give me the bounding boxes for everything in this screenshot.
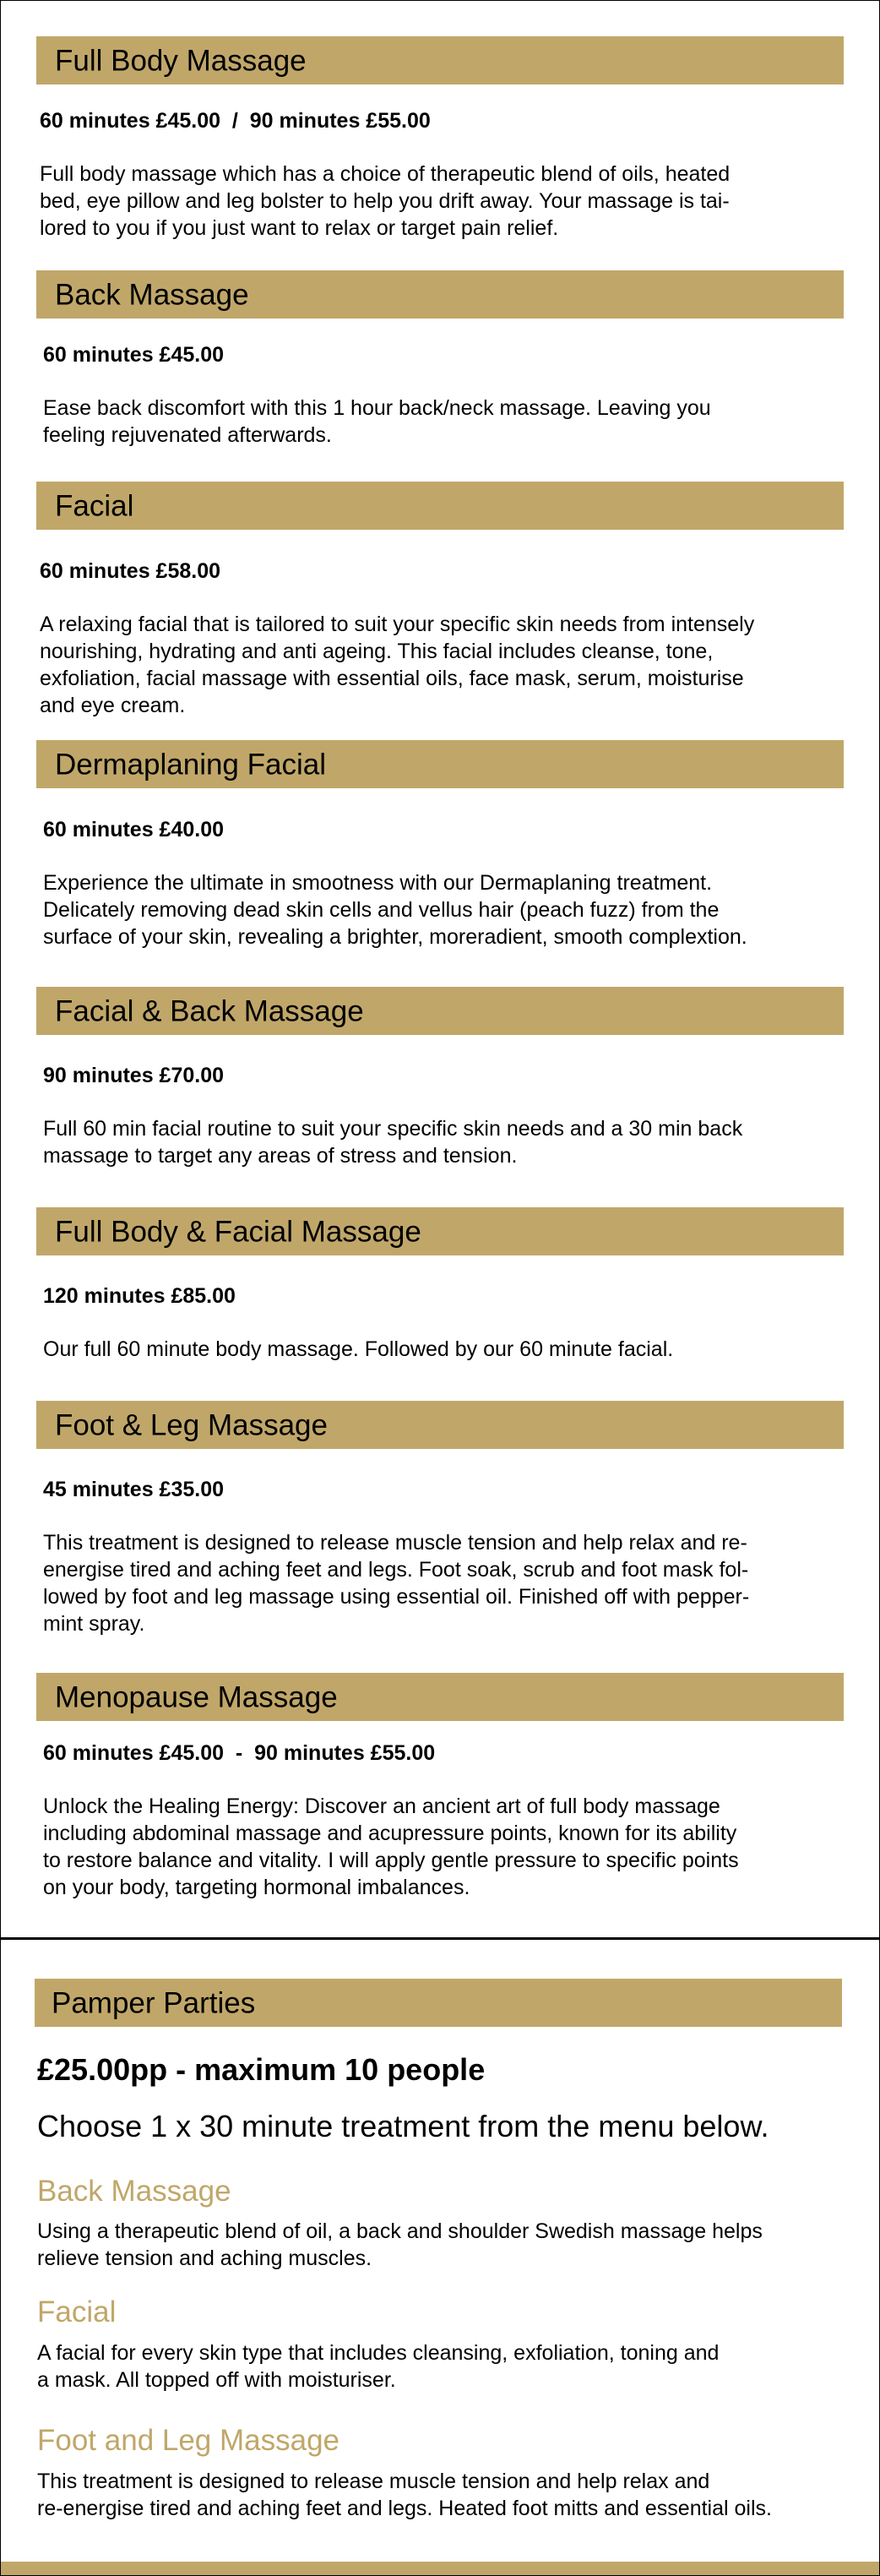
treatment-price: 60 minutes £58.00 [40, 559, 221, 583]
treatment-description [43, 1115, 845, 1169]
treatment-description [43, 869, 845, 950]
pamper-item-description [37, 2339, 865, 2394]
treatment-header-bar [36, 482, 844, 530]
treatment-header-bar [36, 270, 844, 319]
description-line: surface of your skin, revealing a brighter, moreradient, smooth complextion. [43, 925, 747, 949]
description-line: mint spray. [43, 1612, 145, 1636]
description-line: A facial for every skin type that includes cleansing, exfoliation, toning and [37, 2341, 720, 2365]
treatment-price: 90 minutes £70.00 [43, 1064, 225, 1087]
description-line: Ease back discomfort with this 1 hour back/neck massage. Leaving you [43, 396, 711, 420]
treatment-title: Dermaplaning Facial [55, 748, 326, 781]
description-line: Unlock the Healing Energy: Discover an ancient art of full body massage [43, 1794, 720, 1818]
treatment-price: 60 minutes £45.00 - 90 minutes £55.00 [43, 1741, 436, 1765]
pamper-price: £25.00pp - maximum 10 people [37, 2052, 486, 2087]
treatment-price: 120 minutes £85.00 [43, 1284, 236, 1308]
description-line: re-energise tired and aching feet and legs. Heated foot mitts and essential oils. [37, 2497, 772, 2520]
description-line: bed, eye pillow and leg bolster to help you drift away. Your massage is tai- [40, 189, 730, 213]
pamper-instructions: Choose 1 x 30 minute treatment from the menu below. [37, 2109, 769, 2143]
treatment-header-bar [36, 1673, 844, 1721]
description-line: including abdominal massage and acupressure points, known for its ability [43, 1822, 737, 1845]
pamper-item-description [37, 2218, 865, 2272]
treatment-title: Facial & Back Massage [55, 994, 364, 1027]
description-line: Our full 60 minute body massage. Followed by our 60 minute facial. [43, 1337, 674, 1361]
treatment-description [43, 1793, 845, 1901]
treatment-header-bar [36, 36, 844, 84]
description-line: nourishing, hydrating and anti ageing. This facial includes cleanse, tone, [40, 640, 714, 663]
description-line: Using a therapeutic blend of oil, a back and shoulder Swedish massage helps [37, 2219, 763, 2243]
section-divider [1, 1937, 879, 1940]
description-line: This treatment is designed to release muscle tension and help relax and re- [43, 1531, 747, 1555]
description-line: exfoliation, facial massage with essential oils, face mask, serum, moisturise [40, 667, 744, 690]
treatment-title: Facial [55, 489, 134, 522]
treatment-title: Foot & Leg Massage [55, 1408, 328, 1441]
treatment-header-bar [36, 740, 844, 788]
description-line: on your body, targeting hormonal imbalances. [43, 1876, 470, 1899]
treatment-description [43, 395, 845, 449]
pamper-title: Pamper Parties [52, 1986, 256, 2019]
treatment-price: 60 minutes £45.00 [43, 343, 225, 367]
treatment-description [40, 611, 842, 719]
treatment-header-bar [36, 987, 844, 1035]
pamper-item-title: Back Massage [37, 2175, 231, 2208]
treatment-title: Full Body & Facial Massage [55, 1215, 421, 1248]
description-line: Delicately removing dead skin cells and vellus hair (peach fuzz) from the [43, 898, 720, 922]
description-line: to restore balance and vitality. I will apply gentle pressure to specific points [43, 1849, 739, 1872]
description-line: and eye cream. [40, 694, 186, 717]
pamper-item-description [37, 2468, 865, 2522]
description-line: a mask. All topped off with moisturiser. [37, 2368, 396, 2392]
treatment-description [43, 1529, 845, 1637]
treatment-title: Full Body Massage [55, 44, 307, 77]
description-line: lowed by foot and leg massage using essential oil. Finished off with pepper- [43, 1585, 750, 1609]
description-line: Full 60 min facial routine to suit your specific skin needs and a 30 min back [43, 1117, 743, 1141]
description-line: lored to you if you just want to relax or target pain relief. [40, 216, 559, 240]
pamper-item-title: Facial [37, 2296, 117, 2328]
treatment-header-bar [36, 1207, 844, 1255]
description-line: A relaxing facial that is tailored to suit your specific skin needs from intensely [40, 613, 755, 636]
treatment-price: 60 minutes £45.00 / 90 minutes £55.00 [40, 109, 431, 133]
description-line: Experience the ultimate in smootness with our Dermaplaning treatment. [43, 871, 713, 895]
description-line: feeling rejuvenated afterwards. [43, 423, 332, 447]
treatment-header-bar [36, 1401, 844, 1449]
description-line: relieve tension and aching muscles. [37, 2247, 372, 2270]
pamper-header-bar [35, 1979, 842, 2027]
treatment-description [40, 161, 842, 242]
footer-band [1, 2562, 879, 2575]
treatment-title: Menopause Massage [55, 1680, 338, 1713]
description-line: massage to target any areas of stress and tension. [43, 1144, 518, 1168]
treatment-price: 60 minutes £40.00 [43, 818, 225, 841]
description-line: Full body massage which has a choice of therapeutic blend of oils, heated [40, 162, 731, 186]
treatment-price: 45 minutes £35.00 [43, 1478, 225, 1501]
treatment-title: Back Massage [55, 278, 249, 311]
pamper-item-title: Foot and Leg Massage [37, 2424, 340, 2457]
description-line: energise tired and aching feet and legs. Foot soak, scrub and foot mask fol- [43, 1558, 749, 1582]
treatment-description [43, 1336, 845, 1363]
description-line: This treatment is designed to release muscle tension and help relax and [37, 2470, 710, 2493]
